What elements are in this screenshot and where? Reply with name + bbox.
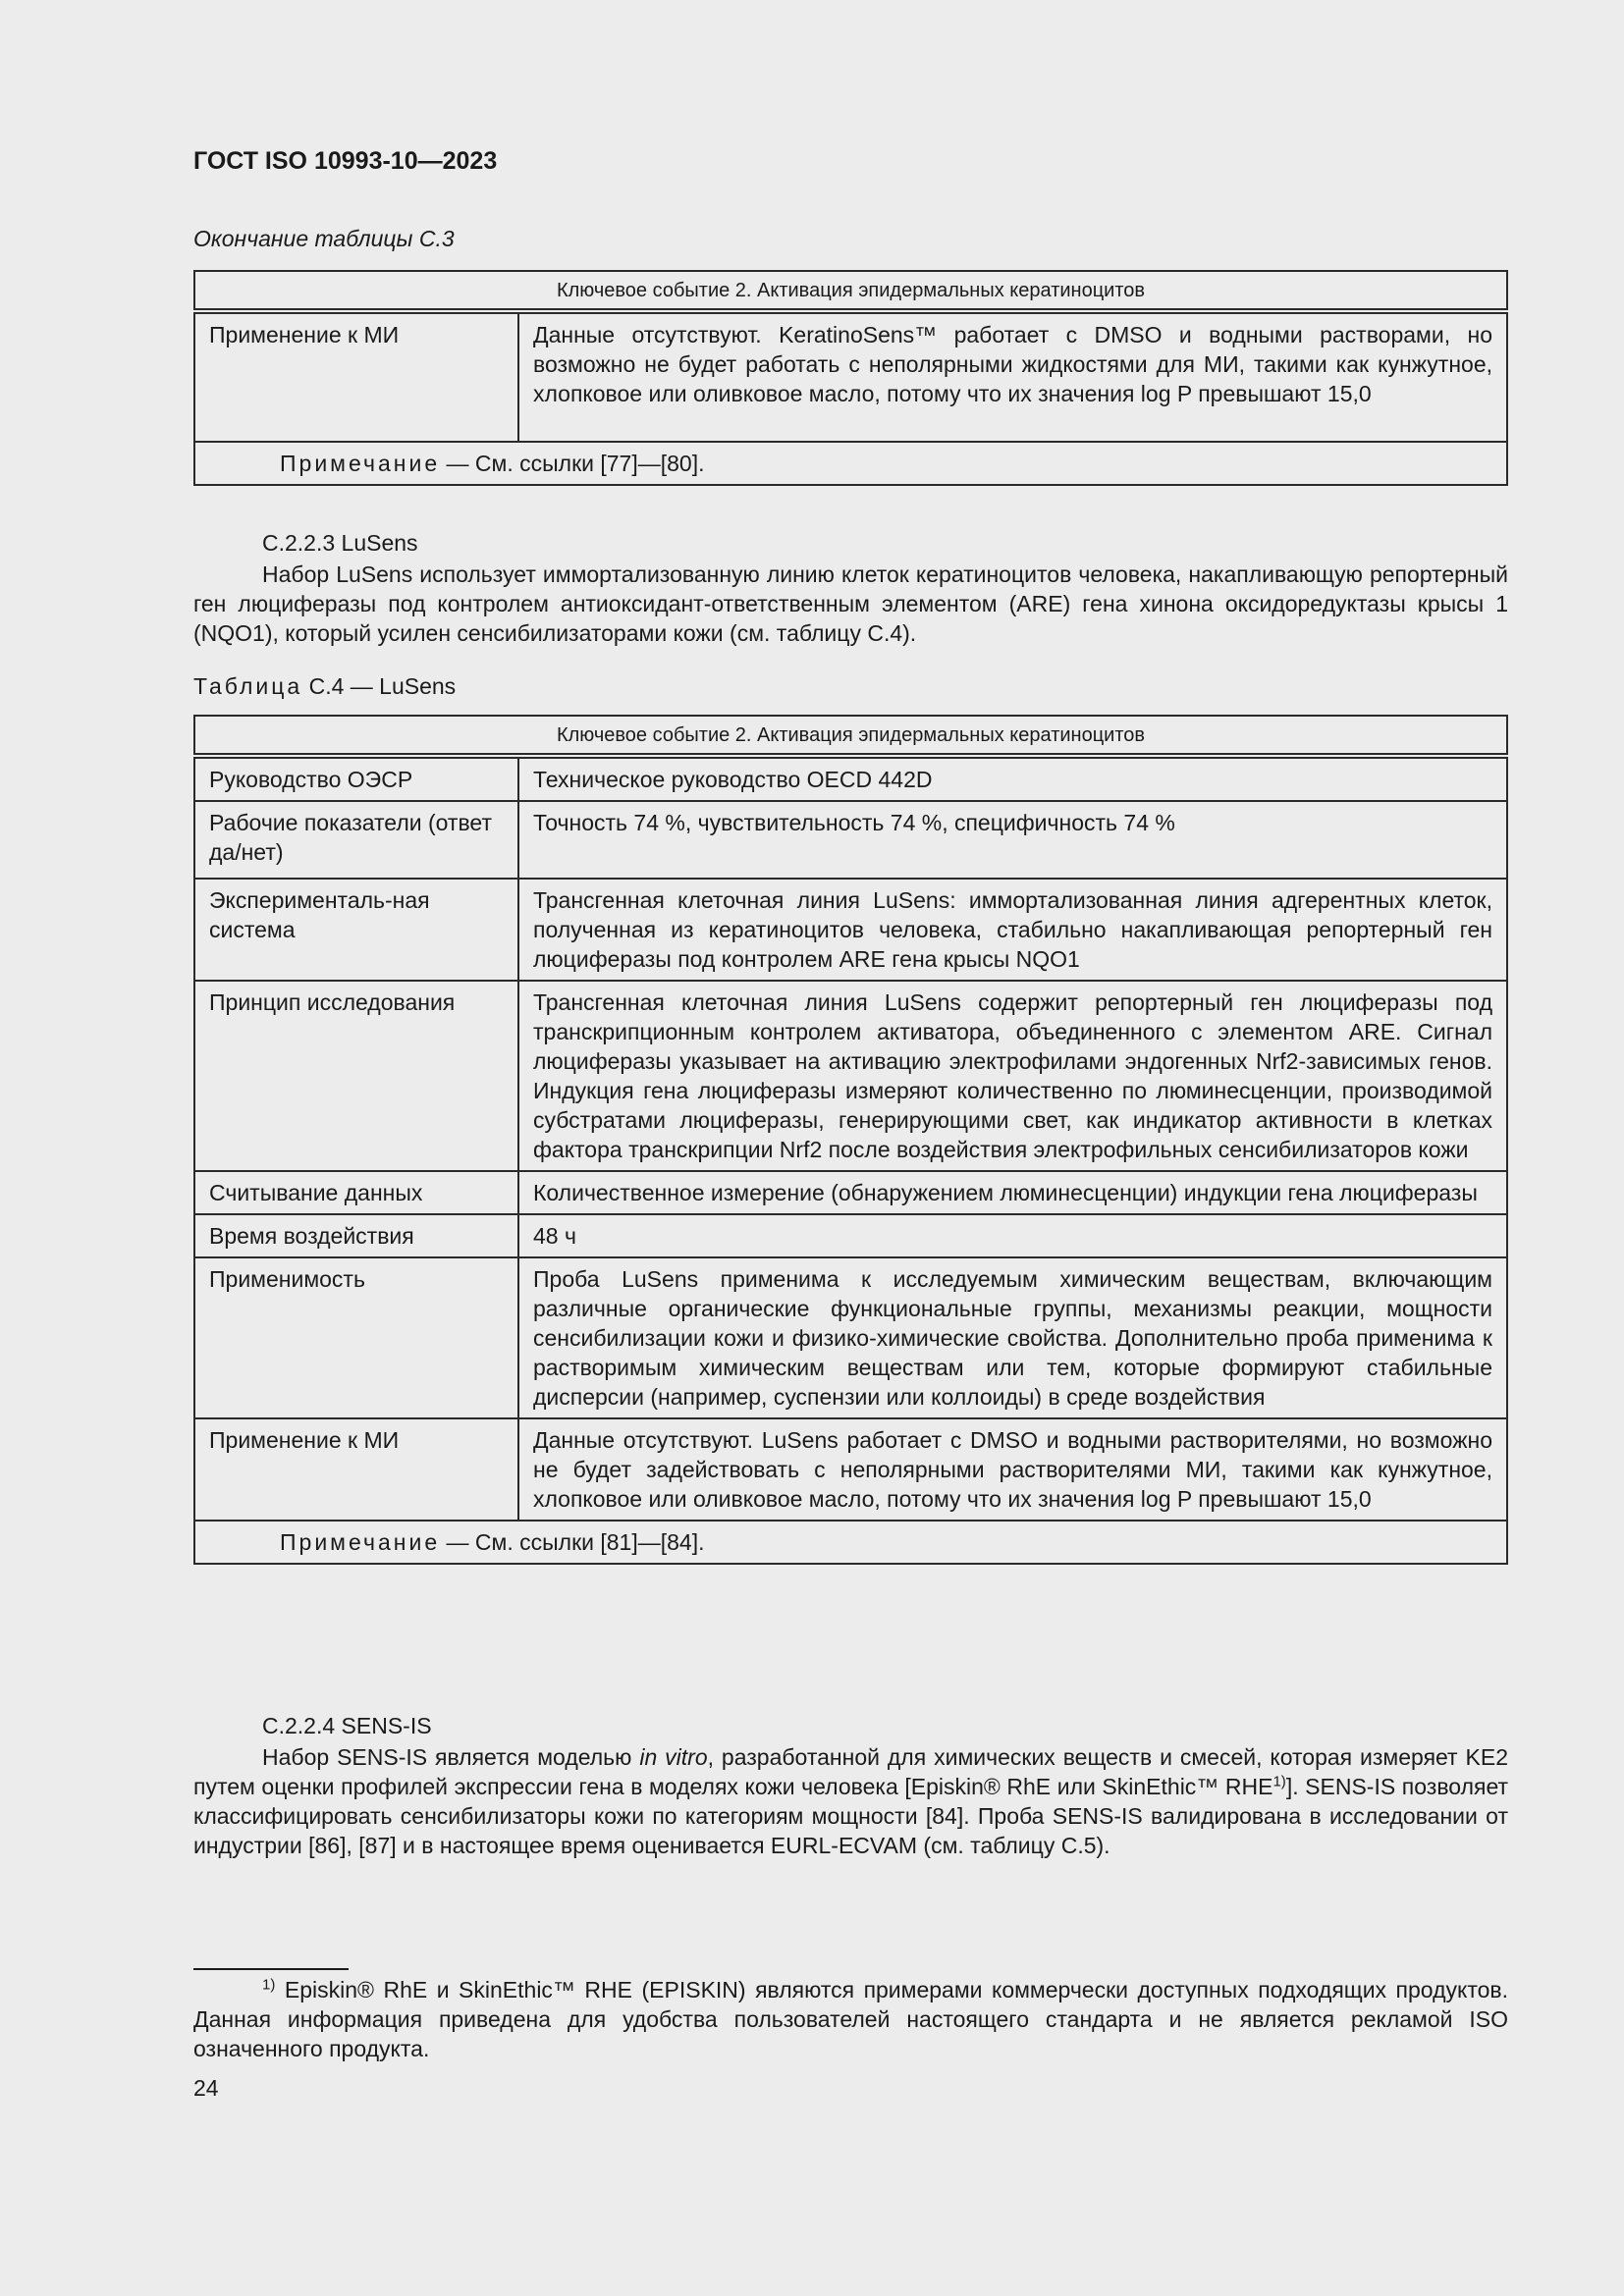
row-label: Применение к МИ — [194, 311, 518, 442]
section-text-sensis — [193, 1742, 1508, 1860]
table-row — [194, 801, 1507, 879]
row-label: Время воздействия — [194, 1214, 518, 1257]
row-value: Количественное измерение (обнаружением люминесценции) индукции гена люциферазы — [518, 1171, 1507, 1214]
note-label: Примечание — [280, 451, 441, 476]
table-caption-c4 — [193, 673, 456, 700]
footnote-ref: 1) — [1272, 1773, 1286, 1790]
section-title-sensis: С.2.2.4 SENS-IS — [262, 1713, 432, 1738]
section-text-lusens: Набор LuSens использует иммортализованную линию клеток кератиноцитов человека, накапливающую репортерный ген люциферазы под контролем антиоксидант-ответственным элементом (ARE) гена хинона оксидоредуктазы крысы 1 (NQO1), который усилен сенсибилизаторами кожи (см. таблицу С.4). — [193, 561, 1508, 646]
row-label: Применимость — [194, 1257, 518, 1418]
row-value: Трансгенная клеточная линия LuSens: иммортализованная линия адгерентных клеток, полученная из кератиноцитов человека, стабильно накапливающая репортерный ген люциферазы под контролем ARE гена крысы NQO1 — [518, 879, 1507, 981]
table-header: Ключевое событие 2. Активация эпидермальных кератиноцитов — [194, 716, 1507, 756]
row-label: Рабочие показатели (ответ да/нет) — [194, 801, 518, 879]
footnote-marker: 1) — [262, 1976, 276, 1994]
table-header: Ключевое событие 2. Активация эпидермальных кератиноцитов — [194, 271, 1507, 311]
table-row — [194, 311, 1507, 442]
note-text: См. ссылки [77]—[80]. — [474, 451, 705, 476]
note-dash: — — [446, 451, 469, 476]
section-title-lusens: С.2.2.3 LuSens — [262, 530, 418, 556]
sensis-text-part: Набор SENS-IS является моделью — [262, 1744, 640, 1770]
table-row — [194, 1214, 1507, 1257]
footnote-text: Episkin® RhE и SkinEthic™ RHE (EPISKIN) являются примерами коммерчески доступных подходящих продуктов. Данная информация приведена для удобства пользователей настоящего стандарта и не является рекламой ISO означенного продукта. — [193, 1977, 1508, 2061]
page-number: 24 — [193, 2075, 219, 2101]
table-row — [194, 879, 1507, 981]
sensis-text-part: , разработанной для химических веществ и смесей, которая измеряет KE2 путем оценки профилей экспрессии гена в моделях кожи человека [Episkin® RhE или SkinEthic™ RHE — [193, 1744, 1508, 1799]
table-row — [194, 1418, 1507, 1521]
table-row — [194, 981, 1507, 1171]
note-text: См. ссылки [81]—[84]. — [474, 1529, 705, 1555]
row-label: Эксперименталь-ная система — [194, 879, 518, 981]
footnote-divider — [193, 1968, 349, 1970]
table-note — [194, 1521, 1507, 1564]
row-label: Принцип исследования — [194, 981, 518, 1171]
row-label: Руководство ОЭСР — [194, 756, 518, 801]
row-value: 48 ч — [518, 1214, 1507, 1257]
table-c3-end — [193, 270, 1508, 486]
document-header: ГОСТ ISO 10993-10—2023 — [193, 147, 498, 175]
row-label: Считывание данных — [194, 1171, 518, 1214]
table-row — [194, 756, 1507, 801]
row-value: Данные отсутствуют. KeratinoSens™ работает с DMSO и водными растворами, но возможно не будет работать с неполярными жидкостями для МИ, такими как кунжутное, хлопковое или оливковое масло, потому что их значения log P превышают 15,0 — [518, 311, 1507, 442]
table-caption-title: С.4 — LuSens — [308, 673, 457, 699]
footnote — [193, 1975, 1508, 2063]
row-value: Данные отсутствуют. LuSens работает с DMSO и водными растворителями, но возможно не будет задействовать с неполярными растворителями МИ, такими как кунжутное, хлопковое или оливковое масло, потому что их значения log P превышают 15,0 — [518, 1418, 1507, 1521]
note-dash: — — [446, 1529, 469, 1555]
row-label: Применение к МИ — [194, 1418, 518, 1521]
table-row — [194, 1257, 1507, 1418]
table-caption-word: Таблица — [193, 673, 303, 699]
table-note — [194, 442, 1507, 485]
table-continuation-caption: Окончание таблицы С.3 — [193, 226, 455, 251]
row-value: Трансгенная клеточная линия LuSens содержит репортерный ген люциферазы под транскрипционным контролем активатора, объединенного с элементом ARE. Сигнал люциферазы указывает на активацию электрофилами эндогенных Nrf2-зависимых генов. Индукция гена люциферазы измеряют количественно по люминесценции, производимой субстратами люциферазы, генерирующими свет, как индикатор активности в клетках фактора транскрипции Nrf2 после воздействия электрофильных сенсибилизаторов кожи — [518, 981, 1507, 1171]
row-value: Проба LuSens применима к исследуемым химическим веществам, включающим различные органические функциональные группы, механизмы реакции, мощности сенсибилизации кожи и физико-химические свойства. Дополнительно проба применима к растворимым химическим веществам или тем, которые формируют стабильные дисперсии (например, суспензии или коллоиды) в среде воздействия — [518, 1257, 1507, 1418]
row-value: Точность 74 %, чувствительность 74 %, специфичность 74 % — [518, 801, 1507, 879]
table-row — [194, 1171, 1507, 1214]
row-value: Техническое руководство OECD 442D — [518, 756, 1507, 801]
sensis-text-italic: in vitro — [639, 1744, 708, 1770]
note-label: Примечание — [280, 1529, 441, 1555]
table-c4 — [193, 715, 1508, 1565]
sensis-text-part: ]. SENS-IS позволяет классифицировать сенсибилизаторы кожи по категориям мощности [84]. Проба SENS-IS валидирована в исследовании от индустрии [86], [87] и в настоящее время оценивается EURL-ECVAM (см. таблицу С.5). — [193, 1774, 1508, 1858]
